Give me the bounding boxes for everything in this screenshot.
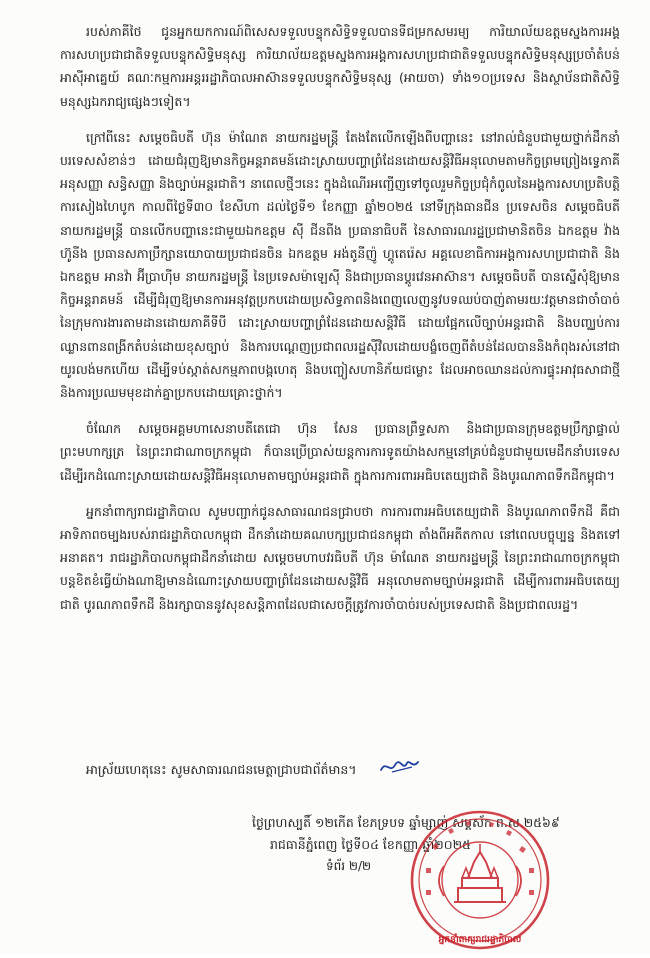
seal-text: អ្នកនាំពាក្យរាជរដ្ឋាភិបាល (438, 935, 522, 945)
paragraph-3: ចំណែក សម្តេចអគ្គមហាសេនាបតីតេជោ ហ៊ុន សែន ប្រធានព្រឹទ្ធសភា និងជាប្រធានក្រុមឧត្តមប្រឹក្សាផ្ទាល់ព្រះមហាក្សត្រ នៃព្រះរាជាណាចក្រកម្ពុជា ក៏បានប្រើប្រាស់យន្តការការទូតយ៉ាងសកម្មនៅគ្រប់ជំនួបជាមួយមេដឹកនាំបរទេស ដើម្បីរកដំណោះស្រាយដោយសន្តិវិធីអនុលោមតាមច្បាប់អន្តរជាតិ ក្នុងការការពារអធិបតេយ្យជាតិ និងបូរណភាពទឹកដីកម្ពុជា។ (60, 421, 620, 483)
closing-line: អាស្រ័យហេតុនេះ សូមសាធារណជនមេត្តាជ្រាបជាព័ត៌មាន។ (86, 762, 357, 777)
initial-signature-icon (378, 756, 422, 778)
official-seal (404, 806, 556, 954)
seal-icon (404, 806, 556, 954)
document-body (60, 20, 620, 629)
paragraph-1: របស់ភាគីថៃ ជូនអ្នកយកការណ៍ពិសេសទទួលបន្ទុកសិទ្ធិទទួលបានទីជម្រកសមរម្យ ការិយាល័យឧត្តមស្នងការអង្គការសហប្រជាជាតិទទួលបន្ទុកសិទ្ធិមនុស្ស ការិយាល័យឧត្តមស្នងការអង្គការសហប្រជាជាតិទទួលបន្ទុកសិទ្ធិមនុស្សប្រចាំតំបន់អាស៊ីអាគ្នេយ៍ គណៈកម្មការអន្តររដ្ឋាភិបាលអាស៊ានទទួលបន្ទុកសិទ្ធិមនុស្ស (អាយចា) ទាំង១០ប្រទេស និងស្ថាប័នជាតិសិទ្ធិមនុស្សឯករាជ្យផ្សេងៗទៀត។ (60, 24, 620, 109)
paragraph-2: ក្រៅពីនេះ សម្តេចធិបតី ហ៊ុន ម៉ាណែត នាយករដ្ឋមន្ត្រី តែងតែលើកឡើងពីបញ្ហានេះ នៅរាល់ជំនួបជាមួយថ្នាក់ដឹកនាំបរទេសសំខាន់ៗ ដោយជំរុញឱ្យមានកិច្ចអន្តរាគមន៍ដោះស្រាយបញ្ហាព្រំដែនដោយសន្តិវិធីអនុលោមតាមកិច្ចព្រមព្រៀងទ្វេភាគី អនុសញ្ញា សន្ធិសញ្ញា និងច្បាប់អន្តរជាតិ។ នាពេលថ្មីៗនេះ ក្នុងដំណើរអញ្ជើញទៅចូលរួមកិច្ចប្រជុំកំពូលនៃអង្គការសហប្រតិបត្តិការសៀងហៃបូក កាលពីថ្ងៃទី៣០ ខែសីហា ដល់ថ្ងៃទី១ ខែកញ្ញា ឆ្នាំ២០២៥ នៅទីក្រុងធានជីន ប្រទេសចិន សម្តេចធិបតីនាយករដ្ឋមន្ត្រី បានលើកបញ្ហានេះជាមួយឯកឧត្តម ស៊ី ជីនពីង ប្រធានាធិបតី នៃសាធារណរដ្ឋប្រជាមានិតចិន ឯកឧត្តម វ៉ាង ហ៊ូនីង ប្រធានសភាប្រឹក្សានយោបាយប្រជាជនចិន ឯកឧត្តម អង់តូនីញ៉ូ ហ្គូតេរ៉េស អគ្គលេខាធិការអង្គការសហប្រជាជាតិ និង ឯកឧត្តម អានវ៉ា អ៊ីប្រាហ៊ីម នាយករដ្ឋមន្ត្រី នៃប្រទេសម៉ាឡេស៊ី និងជាប្រធានប្តូរវេនអាស៊ាន។ សម្តេចធិបតី បានស្នើសុំឱ្យមានកិច្ចអន្តរាគមន៍ ដើម្បីជំរុញឱ្យមានការអនុវត្តប្រកបដោយប្រសិទ្ធភាពនិងពេញលេញនូវបទឈប់បាញ់តាមរយៈវត្តមានជាចាំបាច់នៃក្រុមការងារតាមដានដោយភាគីទីបី ដោះស្រាយបញ្ហាព្រំដែនដោយសន្តិវិធី ដោយផ្អែកលើច្បាប់អន្តរជាតិ និងបញ្ឈប់ការឈ្លានពានពង្រីកតំបន់ដោយខុសច្បាប់ និងការបណ្តេញប្រជាពលរដ្ឋស៊ីវិលដោយបង្ខំចេញពីតំបន់ដែលបាននិងកំពុងរស់នៅជាយូរលង់មកហើយ ដើម្បីទប់ស្កាត់សកម្មភាពបង្កហេតុ និងបញ្ចៀសហានិភ័យជម្លោះ ដែលអាចឈានដល់ការផ្ទុះអាវុធសាជាថ្មី និងការប្រឈមមុខដាក់គ្នាប្រកបដោយគ្រោះថ្នាក់។ (60, 129, 620, 401)
solar-date: រាជធានីភ្នំពេញ ថ្ងៃទី០៤ ខែកញ្ញា ឆ្នាំ២០២៥ (270, 837, 471, 852)
lunar-date: ថ្ងៃព្រហស្បតិ៍ ១២កើត ខែភទ្របទ ឆ្នាំម្សាញ់ សប្តស័ក ព.ស.២៥៦៩ (252, 815, 560, 830)
paragraph-4: អ្នកនាំពាក្យរាជរដ្ឋាភិបាល សូមបញ្ជាក់ជូនសាធារណជនជ្រាបថា ការការពារអធិបតេយ្យជាតិ និងបូរណភាពទឹកដី គឺជាអាទិភាពចម្បងរបស់រាជរដ្ឋាភិបាលកម្ពុជា ដឹកនាំដោយគណបក្សប្រជាជនកម្ពុជា តាំងពីអតីតកាល នៅពេលបច្ចុប្បន្ន និងតទៅអនាគត។ រាជរដ្ឋាភិបាលកម្ពុជាដឹកនាំដោយ សម្តេចមហាបវរធិបតី ហ៊ុន ម៉ាណែត នាយករដ្ឋមន្ត្រី នៃព្រះរាជាណាចក្រកម្ពុជា បន្តខិតខំធ្វើយ៉ាងណាឱ្យមានដំណោះស្រាយបញ្ហាព្រំដែនដោយសន្តិវិធី អនុលោមតាមច្បាប់អន្តរជាតិ ដើម្បីការពារអធិបតេយ្យជាតិ បូរណភាពទឹកដី និងរក្សាបាននូវសុខសន្តិភាពដែលជាសេចក្តីត្រូវការចាំបាច់របស់ប្រទេសជាតិ និងប្រជាពលរដ្ឋ។ (60, 503, 620, 612)
page-number: ទំព័រ ២/២ (326, 859, 372, 873)
